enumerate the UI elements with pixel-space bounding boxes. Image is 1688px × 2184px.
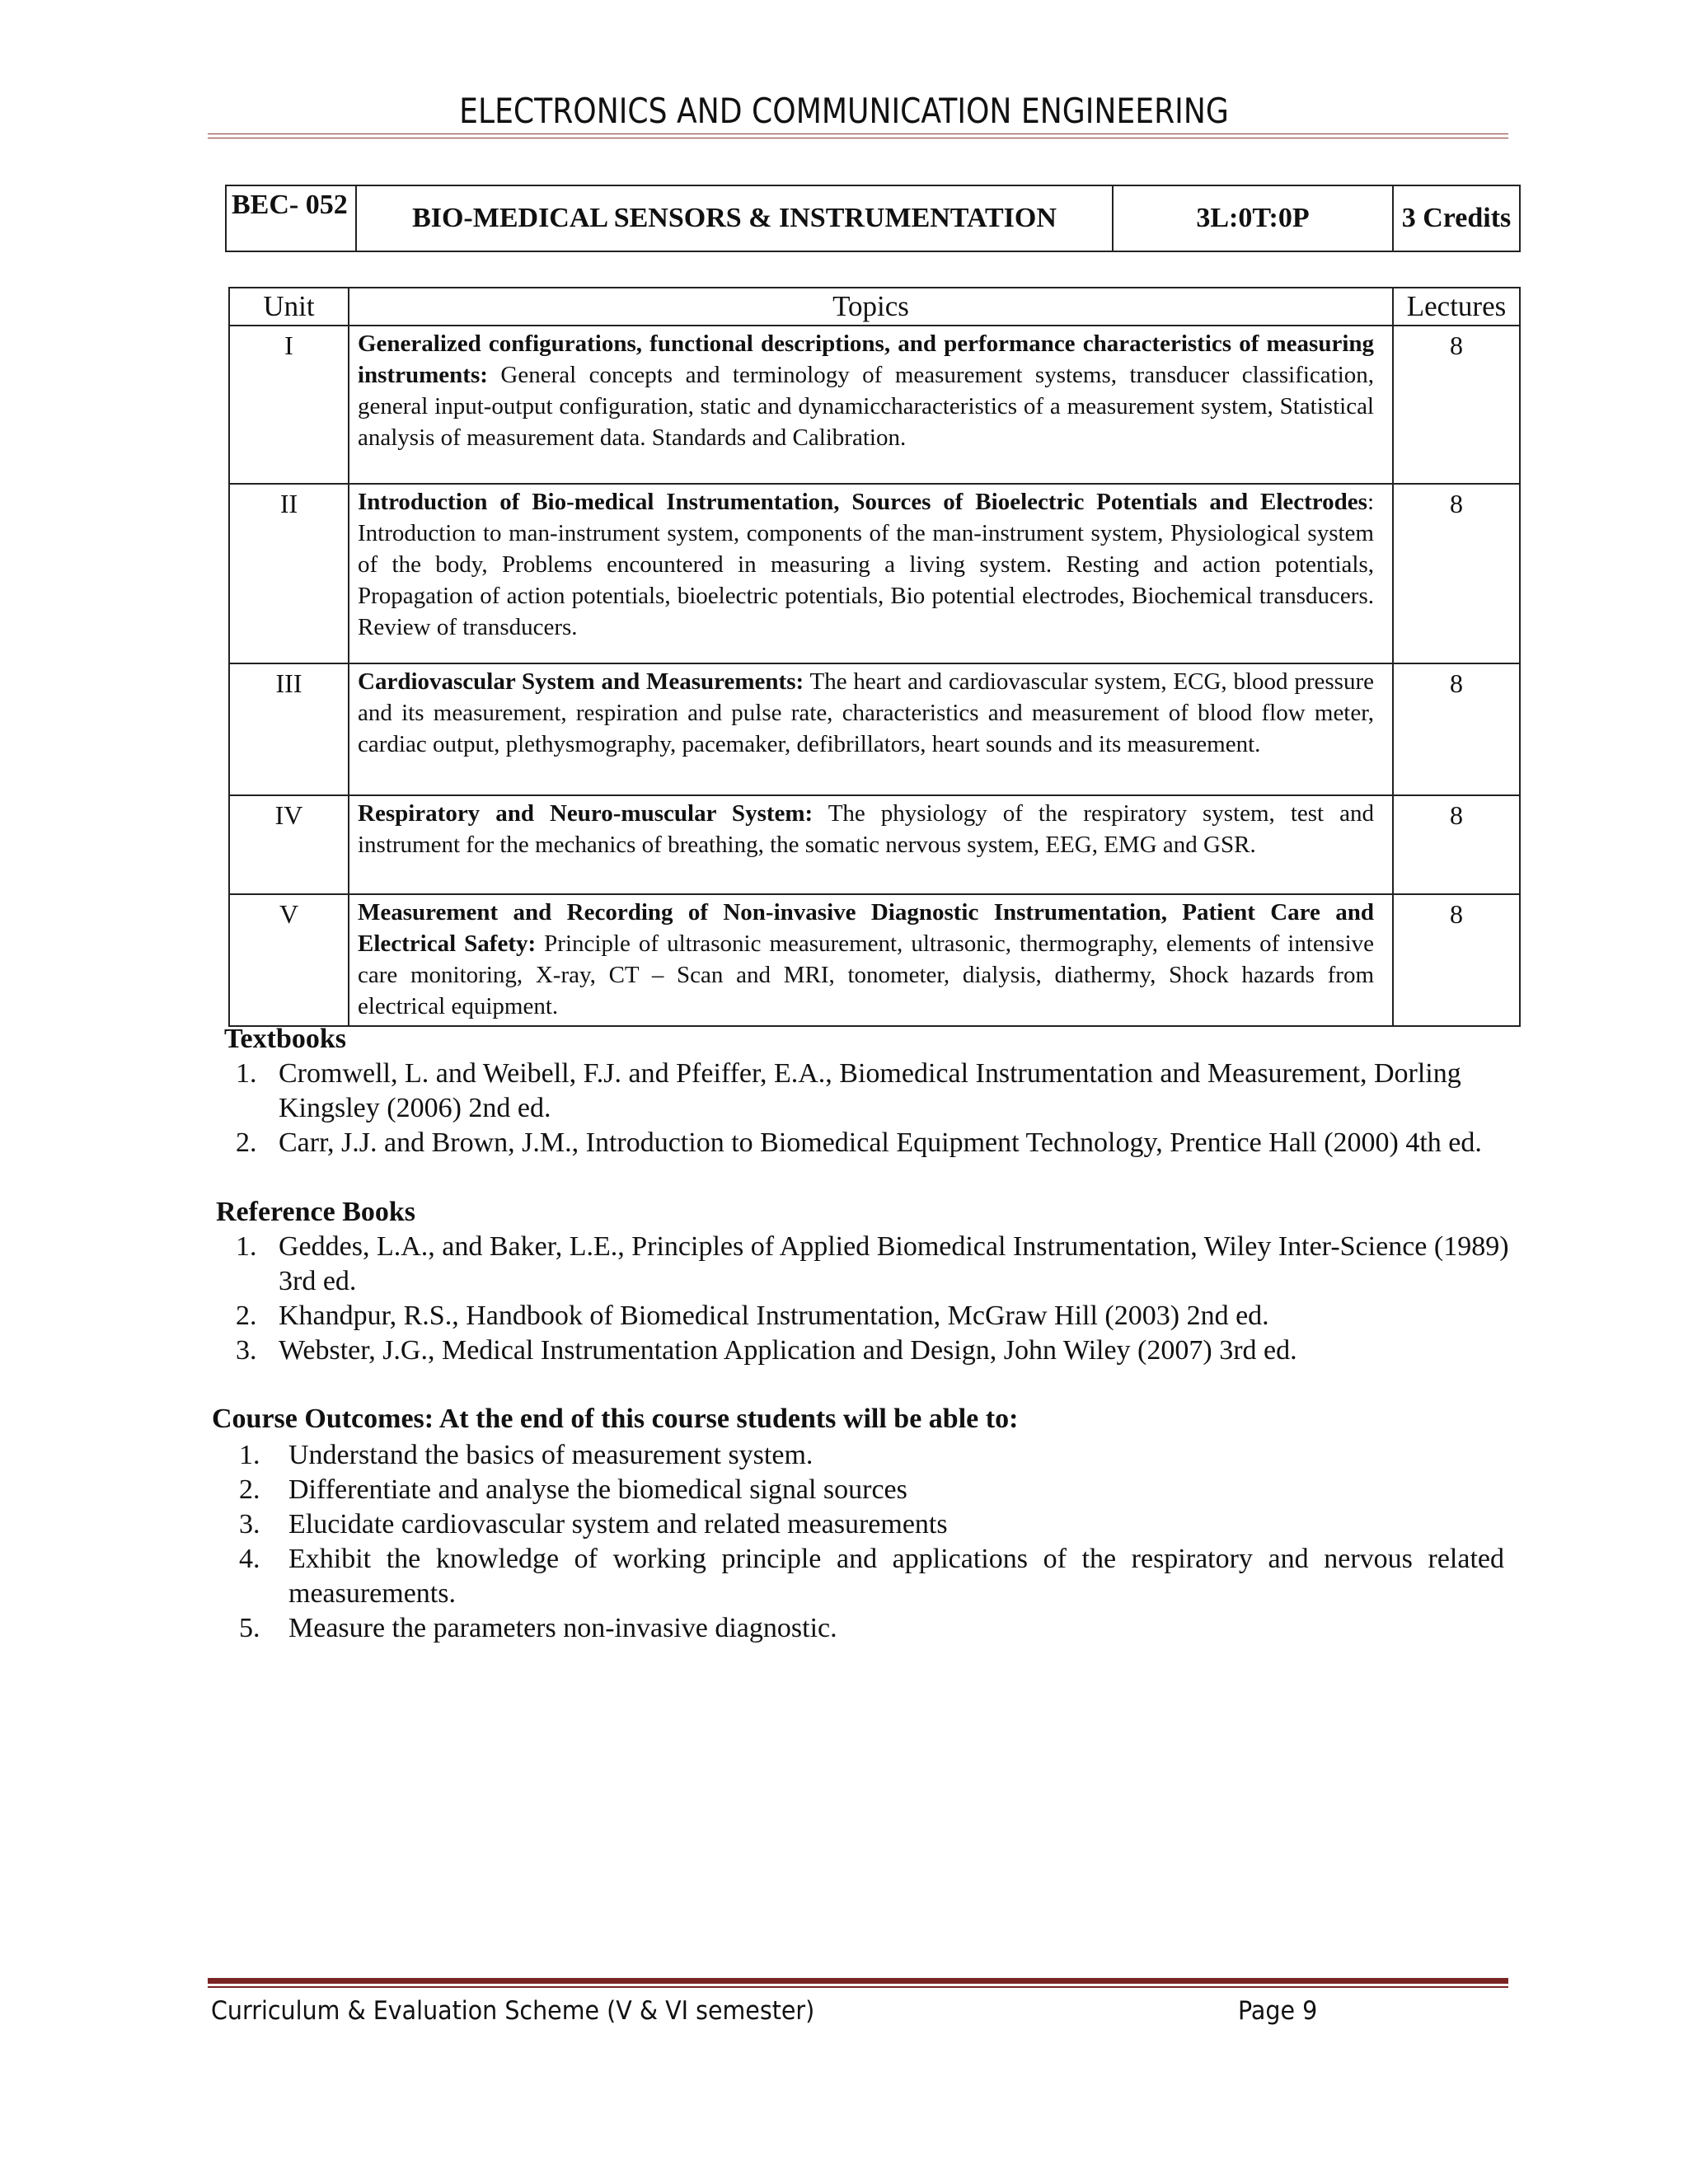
- list-number: 3.: [236, 1335, 257, 1366]
- lecture-count: 8: [1393, 326, 1520, 484]
- unit-topic-title: Cardiovascular System and Measurements:: [358, 668, 804, 695]
- unit-number: IV: [229, 795, 349, 894]
- course-credits: 3 Credits: [1393, 185, 1520, 251]
- list-text: Elucidate cardiovascular system and related measurements: [288, 1509, 948, 1540]
- unit-topic-title: Measurement and Recording of Non-invasive Diagnostic Instrumentation, Patient Care and Electrical Safety:: [358, 899, 1374, 957]
- footer-rule-thin: [208, 1986, 1508, 1988]
- list-number: 3.: [239, 1509, 260, 1540]
- list-item: [239, 1507, 1504, 1542]
- unit-topic-title: Generalized configurations, functional descriptions, and performance characteristics of measuring instruments:: [358, 330, 1374, 388]
- list-text: Khandpur, R.S., Handbook of Biomedical Instrumentation, McGraw Hill (2003) 2nd ed.: [279, 1301, 1269, 1331]
- unit-topic-title: Respiratory and Neuro-muscular System:: [358, 800, 814, 827]
- unit-header: Unit: [229, 288, 349, 326]
- list-text: Webster, J.G., Medical Instrumentation Application and Design, John Wiley (2007) 3rd ed.: [279, 1335, 1297, 1366]
- unit-number: I: [229, 326, 349, 484]
- footer-document-title: Curriculum & Evaluation Scheme (V & VI semester): [211, 1996, 815, 2026]
- list-number: 1.: [239, 1440, 260, 1470]
- list-number: 4.: [239, 1544, 260, 1574]
- lecture-count: 8: [1393, 795, 1520, 894]
- list-number: 2.: [236, 1127, 257, 1158]
- unit-topic: [349, 795, 1393, 894]
- unit-topic: [349, 484, 1393, 663]
- lecture-count: 8: [1393, 663, 1520, 795]
- course-header-table: [225, 185, 1521, 252]
- table-row: [229, 795, 1520, 894]
- course-code: BEC- 052: [226, 185, 356, 251]
- topics-header: Topics: [349, 288, 1393, 326]
- reference-books-title: Reference Books: [216, 1197, 416, 1227]
- list-text: Geddes, L.A., and Baker, L.E., Principles of Applied Biomedical Instrumentation, Wiley Inter-Science (1989) 3rd ed.: [279, 1231, 1509, 1296]
- page-header-title: ELECTRONICS AND COMMUNICATION ENGINEERING: [459, 91, 1229, 131]
- list-item: [236, 1333, 1526, 1368]
- course-outcomes-list: [239, 1438, 1504, 1646]
- unit-number: III: [229, 663, 349, 795]
- list-item: [239, 1542, 1504, 1611]
- unit-topic: [349, 894, 1393, 1026]
- list-text: Carr, J.J. and Brown, J.M., Introduction to Biomedical Equipment Technology, Prentice Hall (2000) 4th ed.: [279, 1127, 1482, 1158]
- list-text: Cromwell, L. and Weibell, F.J. and Pfeiffer, E.A., Biomedical Instrumentation and Measurement, Dorling Kingsley (2006) 2nd ed.: [279, 1058, 1461, 1123]
- list-item: [236, 1126, 1526, 1160]
- lectures-header: Lectures: [1393, 288, 1520, 326]
- table-row: [229, 484, 1520, 663]
- table-row: [229, 663, 1520, 795]
- unit-topic-body: General concepts and terminology of measurement systems, transducer classification, general input-output configuration, static and dynamiccharacteristics of a measurement system, Statistical analysis of measurement data. Standards and Calibration.: [358, 362, 1374, 451]
- footer-rule-thick: [208, 1978, 1508, 1984]
- list-item: [239, 1473, 1504, 1507]
- lecture-count: 8: [1393, 484, 1520, 663]
- list-item: [236, 1299, 1526, 1333]
- list-number: 2.: [239, 1474, 260, 1505]
- list-item: [236, 1057, 1526, 1126]
- course-name: BIO-MEDICAL SENSORS & INSTRUMENTATION: [356, 185, 1113, 251]
- textbooks-title: Textbooks: [224, 1024, 347, 1054]
- unit-topic: [349, 663, 1393, 795]
- reference-books-list: [236, 1230, 1526, 1368]
- unit-topic-body: : Introduction to man-instrument system, components of the man-instrument system, Physiological system of the body, Problems encountered in measuring a living system. Resting and action potentials, Propagation of action potentials, bioelectric potentials, Bio potential electrodes, Biochemical transducers. Review of transducers.: [358, 489, 1374, 640]
- list-number: 5.: [239, 1613, 260, 1643]
- list-number: 1.: [236, 1058, 257, 1089]
- list-number: 2.: [236, 1301, 257, 1331]
- unit-number: V: [229, 894, 349, 1026]
- footer-page-number: Page 9: [1238, 1996, 1318, 2026]
- list-item: [236, 1230, 1526, 1299]
- units-table-header: [229, 288, 1520, 326]
- list-number: 1.: [236, 1231, 257, 1262]
- list-item: [239, 1611, 1504, 1646]
- list-item: [239, 1438, 1504, 1473]
- list-text: Measure the parameters non-invasive diagnostic.: [288, 1613, 837, 1643]
- unit-topic: [349, 326, 1393, 484]
- table-row: [229, 894, 1520, 1026]
- lecture-count: 8: [1393, 894, 1520, 1026]
- units-table: [228, 287, 1521, 1027]
- textbooks-list: [236, 1057, 1526, 1160]
- unit-topic-body: The heart and cardiovascular system, ECG, blood pressure and its measurement, respiration and pulse rate, characteristics and measurement of blood flow meter, cardiac output, plethysmography, pacemaker, defibrillators, heart sounds and its measurement.: [358, 668, 1374, 757]
- unit-topic-body: Principle of ultrasonic measurement, ultrasonic, thermography, elements of intensive care monitoring, X-ray, CT – Scan and MRI, tonometer, dialysis, diathermy, Shock hazards from electrical equipment.: [358, 930, 1374, 1019]
- unit-topic-body: The physiology of the respiratory system, test and instrument for the mechanics of breathing, the somatic nervous system, EEG, EMG and GSR.: [358, 800, 1374, 858]
- table-row: [229, 326, 1520, 484]
- list-text: Exhibit the knowledge of working principle and applications of the respiratory and nervous related measurements.: [288, 1544, 1504, 1609]
- course-outcomes-title: Course Outcomes: At the end of this course students will be able to:: [212, 1404, 1019, 1434]
- course-ltp: 3L:0T:0P: [1113, 185, 1393, 251]
- list-text: Understand the basics of measurement system.: [288, 1440, 814, 1470]
- unit-number: II: [229, 484, 349, 663]
- unit-topic-title: Introduction of Bio-medical Instrumentation, Sources of Bioelectric Potentials and Electrodes: [358, 489, 1367, 515]
- list-text: Differentiate and analyse the biomedical signal sources: [288, 1474, 907, 1505]
